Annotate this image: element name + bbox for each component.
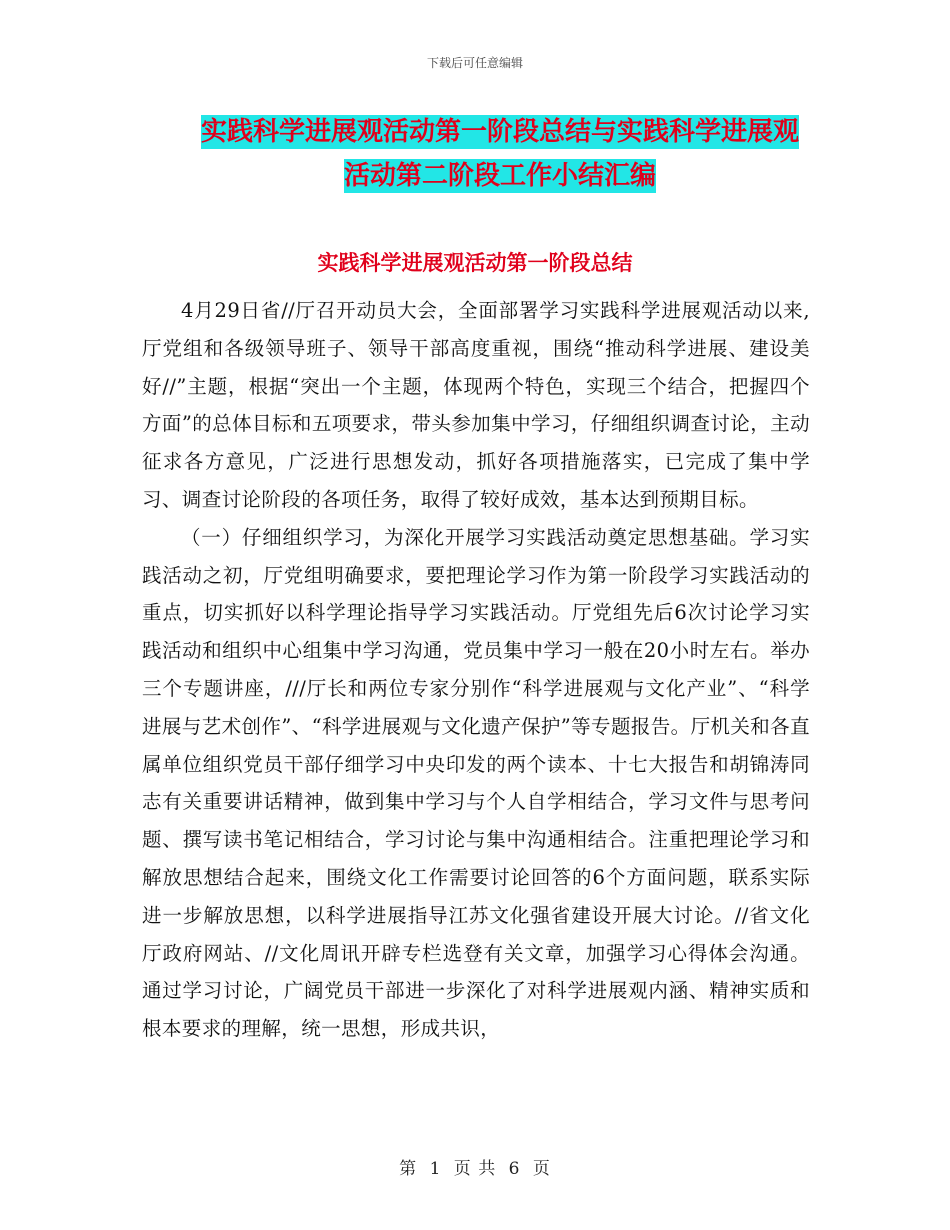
document-title-line-2: 活动第二阶段工作小结汇编 — [343, 161, 656, 191]
page-footer — [0, 1154, 950, 1179]
paragraph-2: （一）仔细组织学习，为深化开展学习实践活动奠定思想基础。学习实践活动之初，厅党组明确要求，要把理论学习作为第一阶段学习实践活动的重点，切实抓好以科学理论指导学习实践活动。厅党组先后6次讨论学习实践活动和组织中心组集中学习沟通，党员集中学习一般在20小时左右。举办三个专题讲座，///厅长和两位专家分别作“科学进展观与文化产业”、“科学进展与艺术创作”、“科学进展观与文化遗产保护”等专题报告。厅机关和各直属单位组织党员干部仔细学习中央印发的两个读本、十七大报告和胡锦涛同志有关重要讲话精神，做到集中学习与个人自学相结合，学习文件与思考问题、撰写读书笔记相结合，学习讨论与集中沟通相结合。注重把理论学习和解放思想结合起来，围绕文化工作需要讨论回答的6个方面问题，联系实际进一步解放思想，以科学进展指导江苏文化强省建设开展大讨论。//省文化厅政府网站、//文化周讯开辟专栏选登有关文章，加强学习心得体会沟通。通过学习讨论，广阔党员干部进一步深化了对科学进展观内涵、精神实质和根本要求的理解，统一思想，形成共识， — [142, 525, 810, 1041]
footer-suffix: 页 — [532, 1159, 551, 1179]
footer-middle: 页 共 — [453, 1159, 497, 1179]
page-header-note: 下载后可任意编辑 — [426, 56, 523, 70]
document-title — [120, 110, 880, 198]
paragraph-1: 4月29日省//厅召开动员大会，全面部署学习实践科学进展观活动以来,厅党组和各级领导班子、领导干部高度重视，围绕“推动科学进展、建设美好//”主题，根据“突出一个主题，体现两个特色，实现三个结合，把握四个方面”的总体目标和五项要求，带头参加集中学习，仔细组织调查讨论，主动征求各方意见，广泛进行思想发动，抓好各项措施落实，已完成了集中学习、调查讨论阶段的各项任务，取得了较好成效，基本达到预期目标。 — [142, 299, 810, 511]
footer-total-pages: 6 — [508, 1159, 521, 1179]
footer-prefix: 第 — [399, 1159, 418, 1179]
document-body — [142, 292, 810, 1048]
section-title: 实践科学进展观活动第一阶段总结 — [317, 251, 633, 275]
document-title-line-1: 实践科学进展观活动第一阶段总结与实践科学进展观 — [200, 117, 799, 147]
footer-page-number: 1 — [429, 1159, 442, 1179]
